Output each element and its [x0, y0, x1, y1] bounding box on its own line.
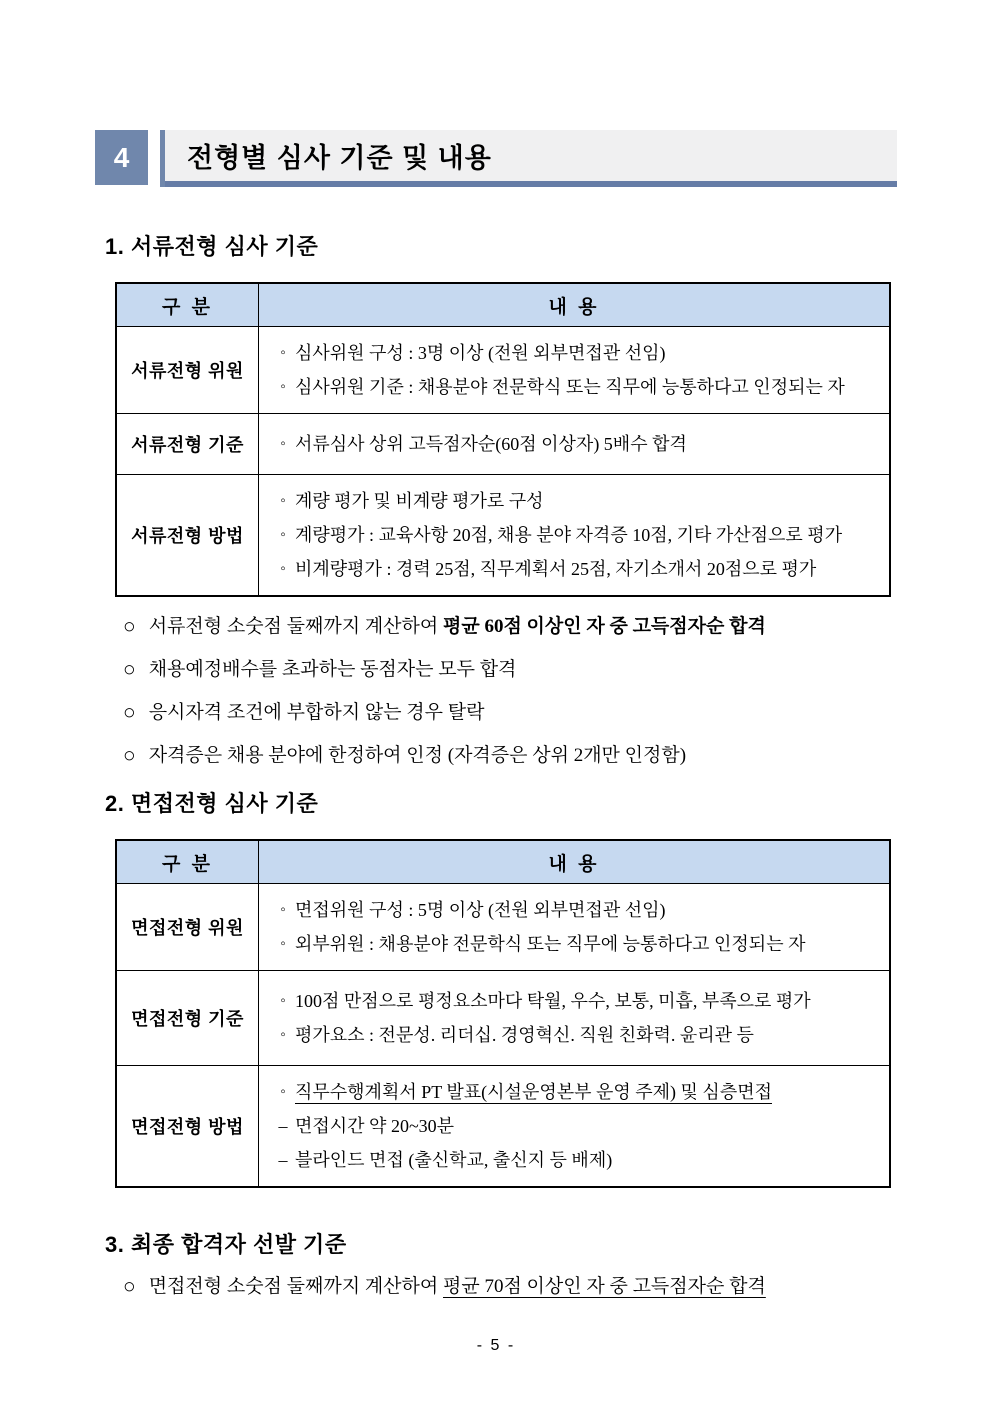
table-row: [116, 884, 890, 971]
cell-line-text: 평가요소 : 전문성. 리더십. 경영혁신. 직원 친화력. 윤리관 등: [295, 1025, 754, 1045]
section-banner: [95, 130, 897, 187]
list-item: [123, 741, 992, 770]
cell-line: [271, 336, 881, 370]
final-selection-notes: [123, 1272, 992, 1301]
list-item: [123, 655, 992, 684]
bullet-marker: ◦: [280, 1027, 286, 1043]
table-row: [116, 1066, 890, 1188]
bullet-marker: ◦: [280, 345, 286, 361]
note-text: 응시자격 조건에 부합하지 않는 경우 탈락: [148, 702, 485, 723]
cell-line: [271, 984, 881, 1018]
cell-line-text: 면접시간 약 20~30분: [295, 1116, 455, 1136]
interview-screening-table: [115, 839, 891, 1188]
list-item: [123, 612, 992, 641]
cell-line-text: 100점 만점으로 평정요소마다 탁월, 우수, 보통, 미흡, 부족으로 평가: [295, 991, 811, 1011]
note-text: [149, 1272, 766, 1301]
page-number: - 5 -: [476, 1337, 516, 1354]
title-bar-body: [165, 130, 897, 187]
table-header-row: [116, 283, 890, 327]
note-text: 자격증은 채용 분야에 한정하여 인정 (자격증은 상위 2개만 인정함): [148, 745, 687, 766]
circle-marker: ○: [123, 657, 136, 681]
bullet-marker: ◦: [280, 1084, 286, 1100]
dash-marker: –: [278, 1150, 288, 1170]
bullet-marker: ◦: [280, 379, 286, 395]
row-label: 서류전형 기준: [116, 414, 259, 475]
bullet-marker: ◦: [280, 902, 286, 918]
circle-marker: ○: [123, 614, 136, 638]
cell-line: [271, 1018, 881, 1052]
column-header-content: 내 용: [259, 840, 891, 884]
row-content: [259, 884, 891, 971]
column-header-category: 구 분: [116, 283, 259, 327]
list-item: [123, 698, 992, 727]
bullet-marker: ◦: [280, 936, 286, 952]
note-text: 채용예정배수를 초과하는 동점자는 모두 합격: [148, 659, 517, 680]
document-page: [0, 130, 992, 1315]
cell-line-text: 계량 평가 및 비계량 평가로 구성: [295, 491, 544, 511]
note-text-bold: 평균 60점 이상인 자 중 고득점자순 합격: [443, 616, 766, 637]
column-header-content: 내 용: [259, 283, 891, 327]
cell-line-text: 블라인드 면접 (출신학교, 출신지 등 배제): [295, 1150, 613, 1170]
cell-line: [271, 1075, 881, 1109]
column-header-category: 구 분: [116, 840, 259, 884]
bullet-marker: ◦: [280, 561, 286, 577]
cell-line: [271, 427, 881, 461]
table-row: [116, 414, 890, 475]
table-header-row: [116, 840, 890, 884]
row-content: [259, 1066, 891, 1188]
cell-line: [271, 1143, 881, 1177]
cell-line-text: 심사위원 기준 : 채용분야 전문학식 또는 직무에 능통하다고 인정되는 자: [295, 377, 845, 397]
bullet-marker: ◦: [280, 436, 286, 452]
cell-line-text: 직무수행계획서 PT 발표(시설운영본부 운영 주제) 및 심층면접: [295, 1082, 772, 1102]
note-text-normal: 면접전형 소숫점 둘째까지 계산하여: [148, 1276, 443, 1297]
cell-line-text: 면접위원 구성 : 5명 이상 (전원 외부면접관 선임): [295, 900, 666, 920]
cell-line: [271, 893, 881, 927]
circle-marker: ○: [123, 743, 136, 767]
list-item: [123, 1272, 992, 1301]
row-label: 면접전형 방법: [116, 1066, 259, 1188]
row-content: [259, 327, 891, 414]
cell-line: [271, 1109, 881, 1143]
section3-heading: 3. 최종 합격자 선발 기준: [105, 1232, 347, 1257]
note-text-underlined: 평균 70점 이상인 자 중 고득점자순 합격: [443, 1276, 766, 1297]
row-content: [259, 475, 891, 597]
note-text: [149, 612, 766, 641]
circle-marker: ○: [123, 700, 136, 724]
cell-line: [271, 370, 881, 404]
row-content: [259, 971, 891, 1066]
cell-line: [271, 484, 881, 518]
bullet-marker: ◦: [280, 993, 286, 1009]
cell-line-text: 외부위원 : 채용분야 전문학식 또는 직무에 능통하다고 인정되는 자: [295, 934, 806, 954]
cell-line-text: 비계량평가 : 경력 25점, 직무계획서 25점, 자기소개서 20점으로 평가: [295, 559, 817, 579]
row-content: [259, 414, 891, 475]
row-label: 면접전형 위원: [116, 884, 259, 971]
row-label: 서류전형 위원: [116, 327, 259, 414]
table-row: [116, 475, 890, 597]
dash-marker: –: [278, 1116, 288, 1136]
section2-heading: 2. 면접전형 심사 기준: [105, 791, 319, 816]
cell-line: [271, 927, 881, 961]
row-label: 면접전형 기준: [116, 971, 259, 1066]
bullet-marker: ◦: [280, 527, 286, 543]
row-label: 서류전형 방법: [116, 475, 259, 597]
title-bar: [160, 130, 897, 187]
document-screening-table: [115, 282, 891, 597]
bullet-marker: ◦: [280, 493, 286, 509]
cell-line: [271, 552, 881, 586]
note-text-normal: 서류전형 소숫점 둘째까지 계산하여: [148, 616, 443, 637]
table-row: [116, 971, 890, 1066]
cell-line: [271, 518, 881, 552]
circle-marker: ○: [123, 1274, 136, 1298]
table-row: [116, 327, 890, 414]
cell-line-text: 서류심사 상위 고득점자순(60점 이상자) 5배수 합격: [295, 434, 687, 454]
cell-line-text: 계량평가 : 교육사항 20점, 채용 분야 자격증 10점, 기타 가산점으로 평가: [295, 525, 843, 545]
cell-line-text: 심사위원 구성 : 3명 이상 (전원 외부면접관 선임): [295, 343, 666, 363]
document-screening-notes: [123, 612, 992, 770]
section-number-badge: 4: [95, 130, 148, 185]
page-title: 전형별 심사 기준 및 내용: [187, 143, 492, 173]
section1-heading: 1. 서류전형 심사 기준: [105, 234, 319, 259]
